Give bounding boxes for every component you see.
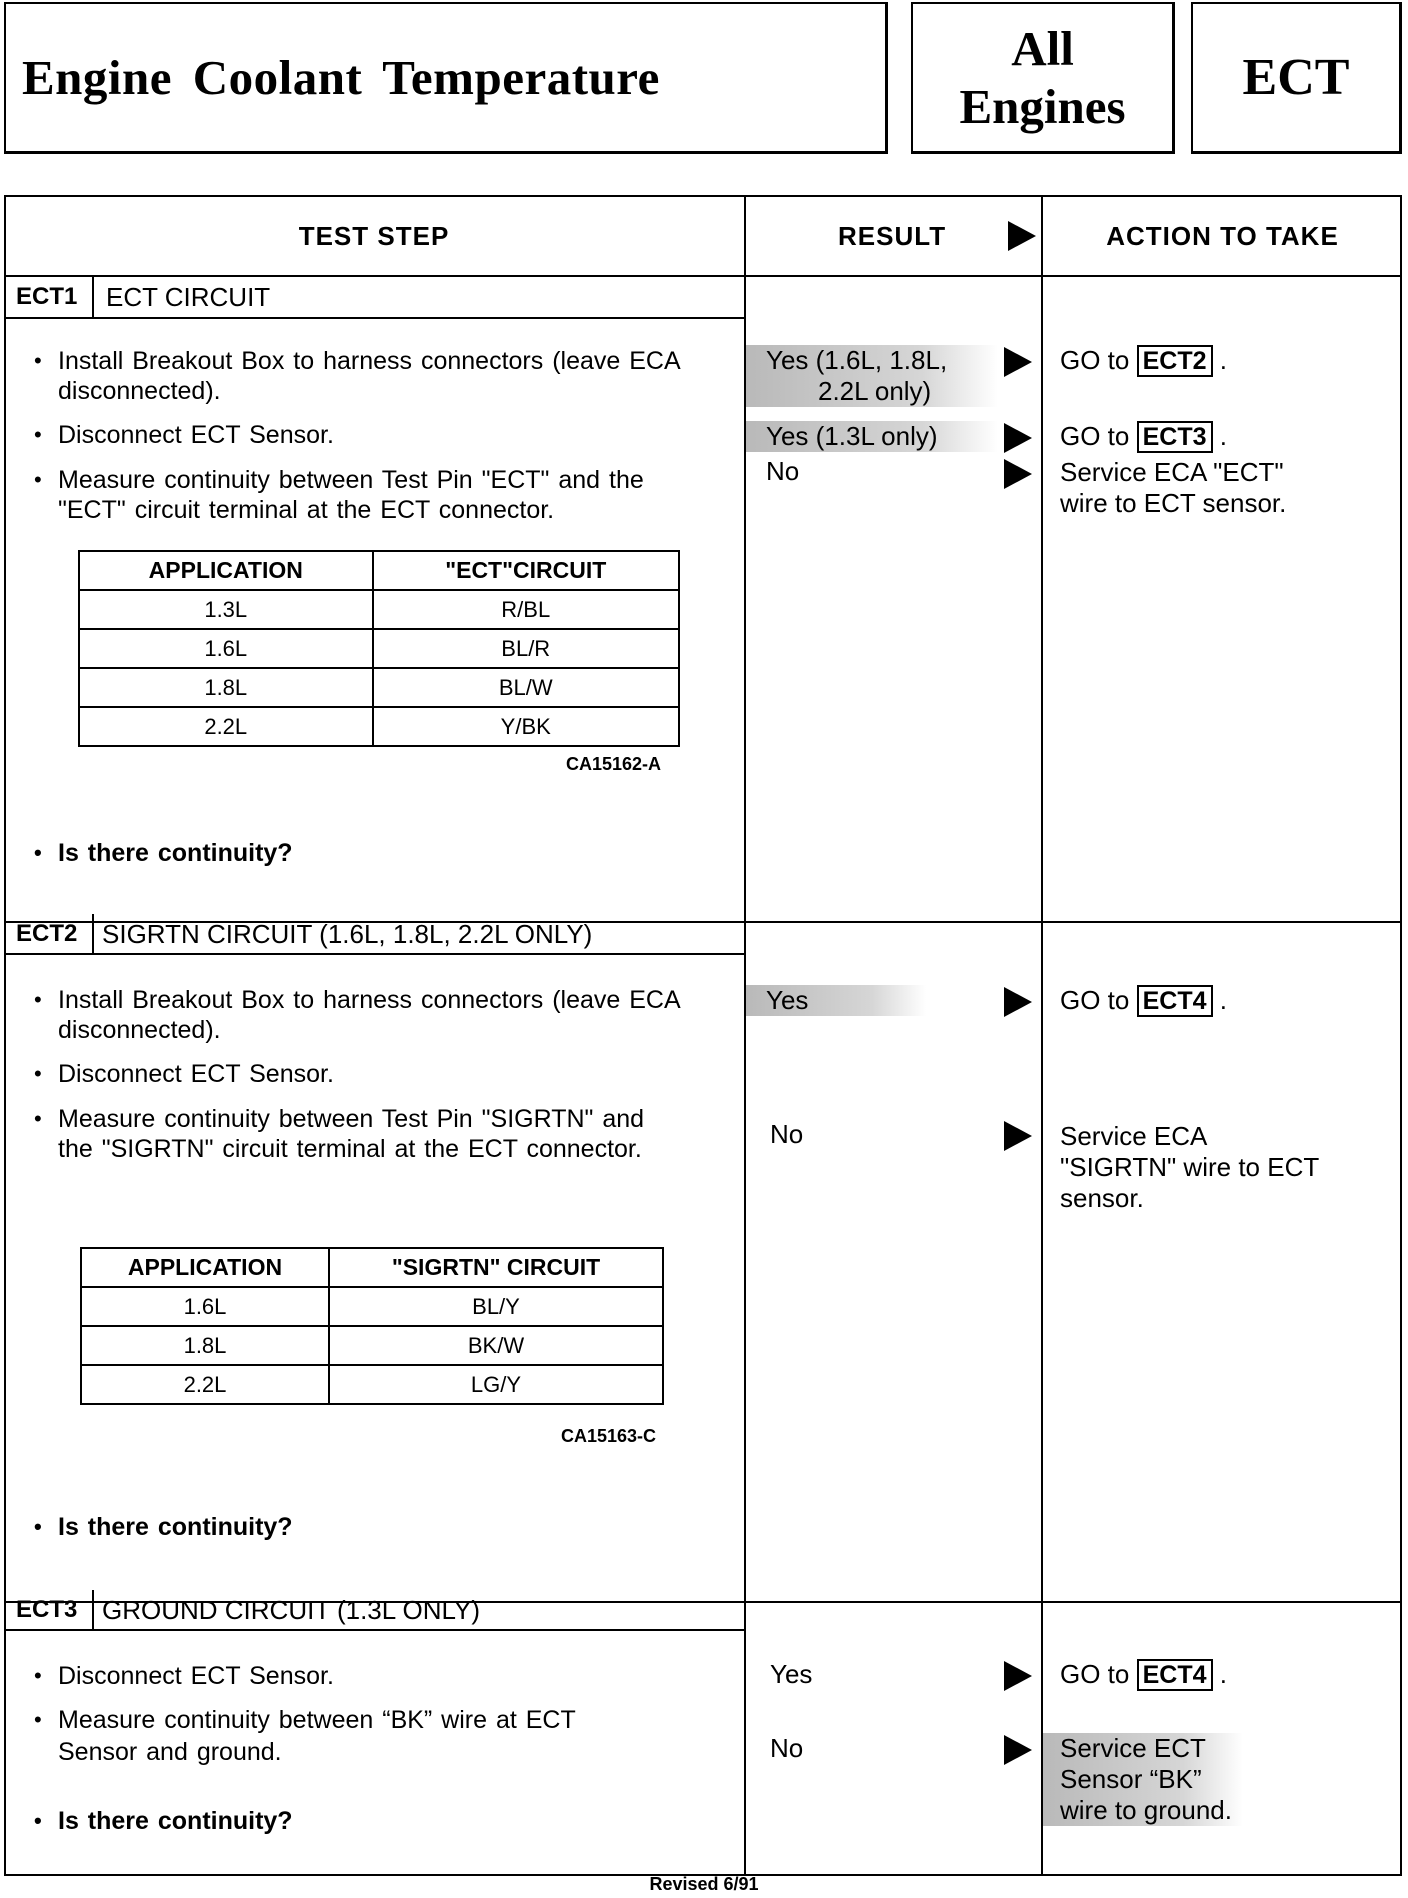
table-cell: R/BL <box>373 590 680 629</box>
table-header: APPLICATION <box>79 551 373 590</box>
result-text: Yes (1.6L, 1.8L, 2.2L only) <box>746 345 998 407</box>
column-header-result: RESULT <box>838 220 947 251</box>
result-text: Yes (1.3L only) <box>746 421 998 452</box>
circuit-table-ect1 <box>78 550 680 747</box>
action-text: GO to ECT4 . <box>1060 985 1227 1015</box>
step-code-ect2: ECT2 <box>6 914 94 954</box>
result-arrow-icon <box>1004 987 1032 1017</box>
result-text: No <box>770 1119 804 1149</box>
action-text: GO to ECT3 . <box>1060 421 1227 451</box>
figure-code: CA15162-A <box>566 754 662 774</box>
action-text: Service ECA "ECT" wire to ECT sensor. <box>1060 457 1287 518</box>
step-title-ect3: GROUND CIRCUIT (1.3L ONLY) <box>102 1594 481 1625</box>
circuit-table-ect2 <box>80 1247 664 1405</box>
table-row <box>81 1326 663 1365</box>
table-cell: BL/R <box>373 629 680 668</box>
result-arrow-icon <box>1008 221 1036 251</box>
table-header: "SIGRTN" CIRCUIT <box>329 1248 663 1287</box>
table-cell: 1.6L <box>79 629 373 668</box>
step-title-ect2: SIGRTN CIRCUIT (1.6L, 1.8L, 2.2L ONLY) <box>102 918 593 949</box>
figure-code: CA15163-C <box>561 1426 657 1446</box>
table-cell: 2.2L <box>81 1365 329 1404</box>
result-arrow-icon <box>1004 347 1032 377</box>
result-text: No <box>766 456 800 486</box>
column-header-test-step: TEST STEP <box>298 220 450 251</box>
bullet-item: • Measure continuity between Test Pin "SIGRTN" and the "SIGRTN" circuit terminal at the ECT connector. <box>34 1105 645 1163</box>
engines-line2: Engines <box>959 78 1126 134</box>
bullet-item: • Install Breakout Box to harness connectors (leave ECA disconnected). <box>34 986 680 1044</box>
table-cell: LG/Y <box>329 1365 663 1404</box>
page-title: Engine Coolant Temperature <box>4 2 888 154</box>
table-cell: BK/W <box>329 1326 663 1365</box>
table-row <box>79 629 679 668</box>
step-ref-ect4[interactable]: ECT4 <box>1137 985 1213 1017</box>
table-cell: BL/W <box>373 668 680 707</box>
section-code-box: ECT <box>1191 2 1402 154</box>
step-code-ect3: ECT3 <box>6 1590 94 1630</box>
bullet-item: • Disconnect ECT Sensor. <box>34 421 334 449</box>
table-cell: 1.8L <box>79 668 373 707</box>
revision-note: Revised 6/91 <box>649 1874 759 1894</box>
question: • Is there continuity? <box>34 1807 293 1835</box>
step-code-ect1: ECT1 <box>6 277 94 317</box>
bullet-item: • Disconnect ECT Sensor. <box>34 1662 334 1690</box>
step-title-ect1: ECT CIRCUIT <box>106 281 271 312</box>
result-arrow-icon <box>1004 1735 1032 1765</box>
result-arrow-icon <box>1004 423 1032 453</box>
table-cell: BL/Y <box>329 1287 663 1326</box>
column-divider <box>1041 195 1043 1876</box>
step-ref-ect3[interactable]: ECT3 <box>1137 421 1213 453</box>
action-text: GO to ECT2 . <box>1060 345 1227 375</box>
action-text: GO to ECT4 . <box>1060 1659 1227 1689</box>
bullet-item: • Measure continuity between “BK” wire at ECT Sensor and ground. <box>34 1706 576 1766</box>
action-text: Service ECA "SIGRTN" wire to ECT sensor. <box>1060 1121 1320 1213</box>
question: • Is there continuity? <box>34 839 293 867</box>
step-ref-ect4[interactable]: ECT4 <box>1137 1659 1213 1691</box>
table-row <box>81 1365 663 1404</box>
table-header: APPLICATION <box>81 1248 329 1287</box>
table-cell: 2.2L <box>79 707 373 746</box>
question: • Is there continuity? <box>34 1513 293 1541</box>
table-cell: 1.8L <box>81 1326 329 1365</box>
bullet-item: • Install Breakout Box to harness connectors (leave ECA disconnected). <box>34 347 680 405</box>
step-ref-ect2[interactable]: ECT2 <box>1137 345 1213 377</box>
table-cell: 1.3L <box>79 590 373 629</box>
result-text: Yes <box>746 985 926 1016</box>
table-row <box>79 668 679 707</box>
table-header: "ECT"CIRCUIT <box>373 551 680 590</box>
engines-box <box>911 2 1175 154</box>
step-title-underline <box>4 317 744 319</box>
table-cell: Y/BK <box>373 707 680 746</box>
table-row <box>79 590 679 629</box>
engines-line1: All <box>1011 20 1074 76</box>
bullet-item: • Disconnect ECT Sensor. <box>34 1060 334 1088</box>
table-row <box>79 707 679 746</box>
result-arrow-icon <box>1004 1121 1032 1151</box>
bullet-item: • Measure continuity between Test Pin "ECT" and the "ECT" circuit terminal at the ECT connector. <box>34 466 644 524</box>
table-row <box>81 1287 663 1326</box>
action-text: Service ECT Sensor “BK” wire to ground. <box>1043 1733 1243 1826</box>
table-cell: 1.6L <box>81 1287 329 1326</box>
result-arrow-icon <box>1004 459 1032 489</box>
result-text: Yes <box>770 1659 813 1689</box>
result-arrow-icon <box>1004 1661 1032 1691</box>
column-header-action: ACTION TO TAKE <box>1106 220 1339 251</box>
result-text: No <box>770 1733 804 1763</box>
